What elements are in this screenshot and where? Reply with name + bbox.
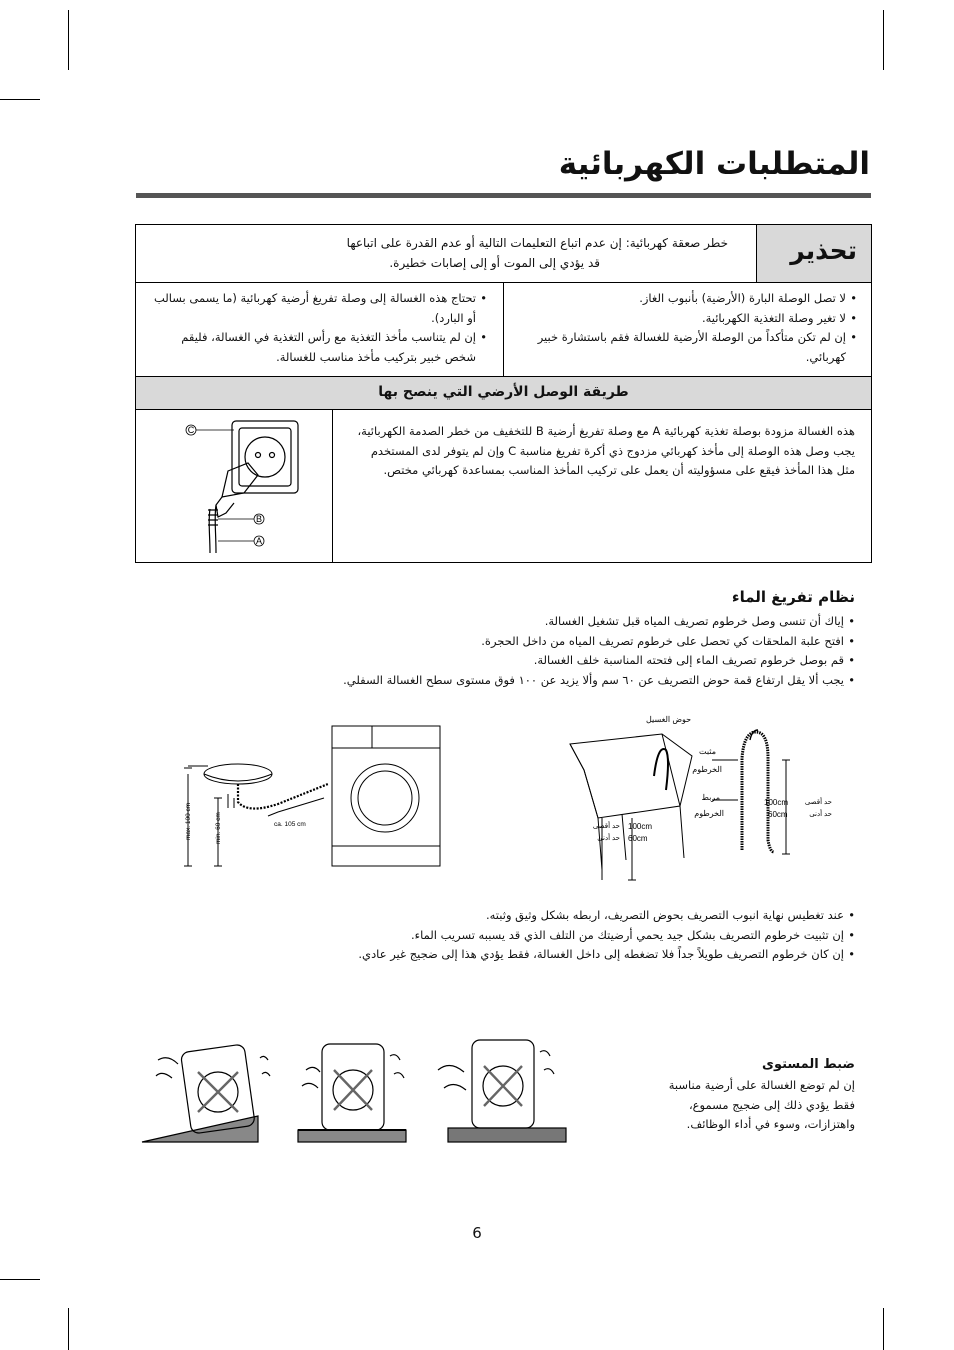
crop-mark: [68, 10, 69, 70]
label-holder-2: الخرطوم: [692, 765, 722, 774]
label-min-ar-b: حد أدنى: [809, 811, 832, 818]
crop-mark: [0, 1279, 40, 1280]
crop-mark: [0, 99, 40, 100]
label-ca-105: ca. 105 cm: [274, 821, 306, 828]
label-min-60: min. 60 cm: [215, 812, 222, 844]
label-max-100: max. 100 cm: [185, 802, 192, 840]
label-tie-2: الخرطوم: [694, 809, 724, 818]
tub-drain-figure: [562, 710, 842, 885]
list-item: • لا تغير وصلة التغذية الكهربائية.: [517, 309, 857, 329]
list-item: • لا تصل الوصلة البارة (الأرضية) بأنبوب الغاز.: [517, 289, 857, 309]
warning-label: تحذير: [790, 236, 857, 265]
crop-mark: [883, 10, 884, 70]
divider: [503, 282, 504, 376]
plug-cable: [215, 505, 216, 553]
level-heading: ضبط المستوى: [762, 1057, 855, 1072]
socket-plate: [232, 421, 298, 493]
cartoon-washer-slope: [142, 1044, 270, 1142]
list-item: • إن لم تكن متأكداً من الوصلة الأرضية للغسالة فقم باستشارة خبير كهربائي.: [517, 328, 857, 367]
label-c: C: [187, 425, 195, 435]
warning-text: [258, 233, 728, 273]
list-item: • قم بوصل خرطوم تصريف الماء إلى فتحته المناسبة خلف الغسالة.: [255, 651, 855, 671]
washer-door: [351, 764, 419, 832]
list-item: • عند تغطيس نهاية انبوب التصريف بحوض التصريف، اربطه بشكل وثيق وثبته.: [235, 906, 855, 926]
list-item: • إن تثبيت خرطوم التصريف بشكل جيد يحمي أرضيتك من التلف الذي قد يسببه تسريب الماء.: [235, 926, 855, 946]
warning-right-bullets: [517, 289, 857, 367]
warning-line-2: قد يؤدي إلى الموت أو إلى إصابات خطيرة.: [389, 256, 600, 270]
grounding-header-bar: [136, 376, 871, 410]
label-max-ar: حد أقصى: [592, 823, 620, 830]
warning-label-cell: [756, 225, 871, 282]
plug-body: [222, 463, 258, 497]
page-number: 6: [472, 1224, 482, 1242]
label-tub: حوض الغسيل: [646, 715, 692, 724]
drain-bullets-2: [235, 906, 855, 965]
label-min-ar: حد أدنى: [597, 835, 620, 842]
plug-figure: [166, 413, 326, 558]
value-60: 60cm: [628, 834, 648, 843]
level-line: واهتزازات، وسوء في أداء الوظائف.: [686, 1117, 855, 1131]
cartoon-washer-uneven: [298, 1044, 406, 1142]
label-a: A: [255, 536, 263, 546]
crop-mark: [883, 1308, 884, 1350]
list-item: • إياك أن تنسى وصل خرطوم تصريف المياه قبل تشغيل الغسالة.: [255, 612, 855, 632]
list-item: • افتح علبة الملحقات كي تحصل على خرطوم تصريف المياه من داخل الحجرة.: [255, 632, 855, 652]
list-item: • تحتاج هذه الغسالة إلى وصلة تفريغ أرضية كهربائية (ما يسمى بسالب أو البارد).: [147, 289, 487, 328]
level-line: إن لم توضع الغسالة على أرضية مناسبة: [668, 1078, 855, 1092]
label-tie: مربط: [701, 793, 720, 802]
value-100-b: 100cm: [764, 798, 789, 807]
warning-line-1: خطر صعقة كهربائية: إن عدم اتباع التعليمات التالية أو عدم القدرة على اتباعها: [346, 236, 728, 250]
list-item: • إن لم يتناسب مأخذ التغذية مع رأس التغذية في الغسالة، فليقم شخص خبير بتركيب مأخذ مناسب للغسالة.: [147, 328, 487, 367]
cartoon-washer-rough: [438, 1040, 566, 1142]
value-60-b: 60cm: [768, 810, 788, 819]
washer-body: [332, 726, 440, 866]
grounding-header: طريقة الوصل الأرضي التي ينصح بها: [378, 384, 629, 400]
hose-in-tub: [654, 749, 668, 790]
label-b: B: [255, 514, 263, 524]
standing-hose: [742, 732, 774, 852]
washer-drain-figure: [178, 718, 448, 870]
drain-bullets: [255, 612, 855, 690]
divider: [332, 410, 333, 563]
laundry-tub: [570, 734, 692, 818]
label-holder: مثبت: [699, 747, 716, 756]
level-text: [625, 1076, 855, 1135]
drain-heading: نظام تفريغ الماء: [731, 588, 855, 606]
label-max-ar-b: حد أقصى: [804, 799, 832, 806]
level-cartoons: [138, 1030, 578, 1148]
list-item: • يجب ألا يقل ارتفاع قمة حوض التصريف عن ٦٠ سم وألا يزيد عن ١٠٠ فوق مستوى سطح الغسالة السفلي.: [255, 671, 855, 691]
page-title: المتطلبات الكهربائية: [558, 146, 870, 182]
title-rule: [136, 193, 871, 198]
grounding-paragraph: هذه الغسالة مزودة بوصلة تغذية كهربائية A مع وصلة تفريغ أرضية B للتخفيف من خطر الصدمة الكهربائية، يجب وصل هذه الوصلة إلى مأخذ كهربائي مزدوج ذي أكرة تفريغ مناسبة C وإن لم يتوفر لدى المستخدم مثل هذا المأخذ فيقع على مسؤوليته أن يعمل على تركيب المأخذ المناسب بمساعدة كهربائي مختص.: [357, 424, 855, 477]
crop-mark: [68, 1308, 69, 1350]
list-item: • إن كان خرطوم التصريف طويلاً جداً فلا تضغطه إلى داخل الغسالة، فقط يؤدي هذا إلى ضجيج غير عادي.: [235, 945, 855, 965]
level-line: فقط يؤدي ذلك إلى ضجيج مسموع،: [688, 1097, 855, 1112]
warning-left-bullets: [147, 289, 487, 367]
drain-hose: [238, 784, 328, 809]
value-100: 100cm: [628, 822, 653, 831]
warning-box: [135, 224, 872, 563]
